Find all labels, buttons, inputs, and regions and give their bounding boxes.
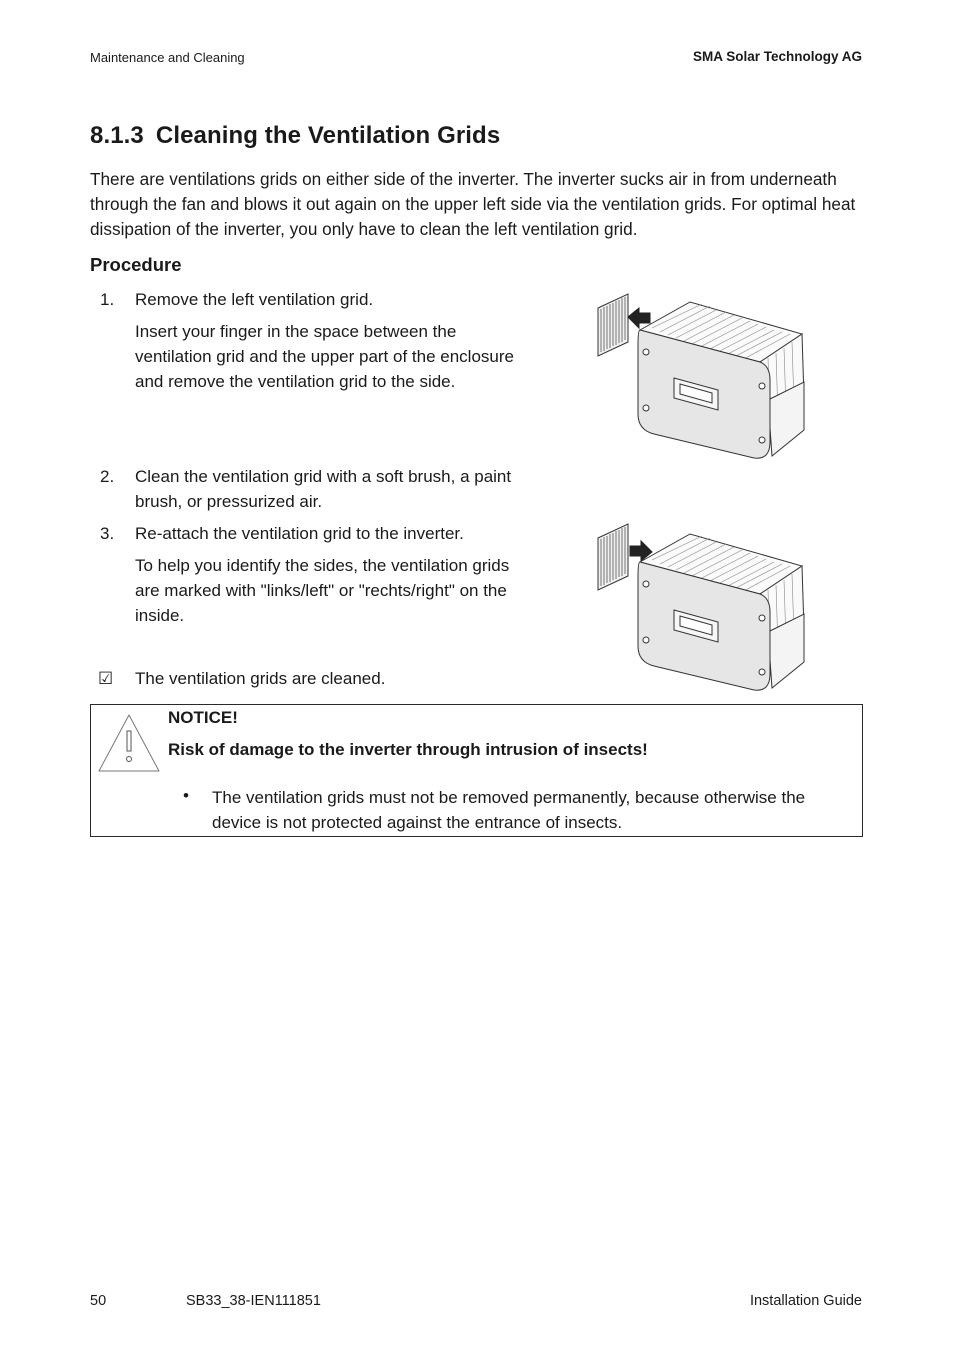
section-number: 8.1.3: [90, 122, 144, 149]
step-number: 3.: [100, 524, 115, 543]
warning-triangle-icon: [95, 711, 163, 775]
step-number: 1.: [100, 290, 115, 309]
arrow-left-icon: [628, 308, 650, 328]
footer-doc-type: Installation Guide: [749, 1293, 862, 1309]
step-text: Re-attach the ventilation grid to the inverter.: [135, 524, 464, 543]
checkbox-icon: ☑: [98, 669, 114, 688]
step-number: 2.: [100, 467, 115, 486]
footer-doc-id: SB33_38-IEN111851: [186, 1293, 321, 1309]
header-section-title: Maintenance and Cleaning: [90, 50, 245, 65]
notice-box: [90, 704, 863, 837]
notice-title: NOTICE!: [168, 708, 238, 727]
step-text: Clean the ventilation grid with a soft brush, a paint brush, or pressurized air.: [135, 467, 512, 511]
notice-subtitle: Risk of damage to the inverter through intrusion of insects!: [168, 740, 648, 759]
figure-attach-grid: [592, 520, 812, 698]
section-title: Cleaning the Ventilation Grids: [155, 122, 501, 149]
procedure-heading: Procedure: [90, 254, 182, 275]
result-text: The ventilation grids are cleaned.: [135, 669, 386, 688]
bullet-icon: •: [183, 786, 189, 805]
step-1-detail: Insert your finger in the space between the ventilation grid and the upper part of the enclosure and remove the ventilation grid to the side.: [135, 322, 514, 391]
step-3-detail: To help you identify the sides, the ventilation grids are marked with "links/left" or "rechts/right" on the inside.: [135, 556, 510, 625]
intro-paragraph: There are ventilations grids on either side of the inverter. The inverter sucks air in from underneath through the fan and blows it out again on the upper left side via the ventilation grids. For optimal heat dissipation of the inverter, you only have to clean the left ventilation grid.: [90, 169, 856, 239]
figure-remove-grid: [592, 290, 812, 465]
step-text: Remove the left ventilation grid.: [135, 290, 374, 309]
header-company: SMA Solar Technology AG: [692, 49, 862, 64]
footer-page-number: 50: [90, 1293, 107, 1309]
notice-bullet-text: The ventilation grids must not be removed permanently, because otherwise the device is not protected against the entrance of insects.: [212, 788, 806, 832]
section-heading: [90, 122, 500, 150]
